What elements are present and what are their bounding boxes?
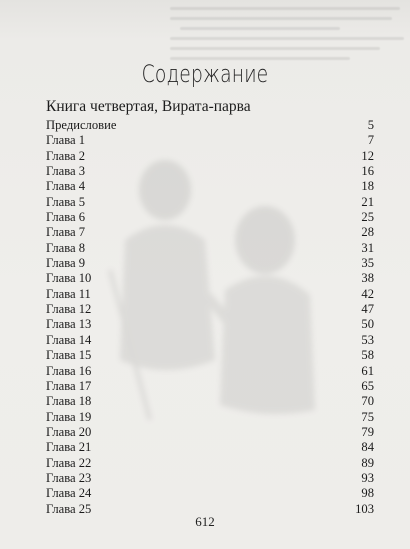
toc-entry-label: Глава 13 [46, 317, 92, 332]
toc-entry-page: 50 [361, 317, 374, 332]
toc-entry-page: 58 [361, 348, 374, 363]
toc-entry-page: 7 [367, 133, 374, 148]
toc-entry-page: 18 [361, 179, 374, 194]
toc-entry [46, 394, 374, 409]
toc-entry-label: Глава 8 [46, 240, 86, 255]
toc-entry [46, 164, 374, 179]
toc-entry-page: 21 [361, 194, 374, 209]
toc-entry [46, 317, 374, 332]
toc-entry [46, 364, 374, 379]
toc-entry-page: 103 [355, 501, 374, 516]
toc-entry [46, 195, 374, 210]
toc-entry-page: 42 [361, 286, 374, 301]
toc-entry [46, 225, 374, 240]
toc-entry-page: 35 [361, 256, 374, 271]
toc-entry-page: 84 [361, 440, 374, 455]
toc-entry [46, 256, 374, 271]
toc-entry-page: 53 [361, 332, 374, 347]
toc-entry-page: 12 [361, 148, 374, 163]
toc-entry-page: 65 [361, 378, 374, 393]
page-title: Содержание [141, 60, 269, 88]
toc-entry-page: 93 [361, 470, 374, 485]
toc-entry-label: Глава 12 [46, 302, 92, 317]
toc-entry [46, 149, 374, 164]
toc-entry-page: 47 [361, 302, 374, 317]
toc-entry [46, 241, 374, 256]
bleed-through-text [170, 0, 410, 68]
toc-entry-label: Глава 14 [46, 332, 92, 347]
toc-entry-label: Глава 5 [46, 194, 86, 209]
toc-entry-page: 70 [361, 394, 374, 409]
toc-entry-label: Глава 7 [46, 225, 86, 240]
toc-entry [46, 210, 374, 225]
bleed-line [170, 7, 400, 10]
book-title: Книга четвертая, Вирата-парва [46, 98, 251, 115]
toc-entry [46, 118, 374, 133]
toc-entry [46, 410, 374, 425]
toc-entry-label: Глава 17 [46, 378, 92, 393]
toc-entry-label: Глава 21 [46, 440, 92, 455]
toc-entry-label: Глава 16 [46, 363, 92, 378]
toc-entry [46, 179, 374, 194]
toc-entry-page: 31 [361, 240, 374, 255]
toc-entry-page: 28 [361, 225, 374, 240]
toc-entry-label: Глава 22 [46, 455, 92, 470]
toc-entry-page: 79 [361, 424, 374, 439]
toc-entry-label: Глава 19 [46, 409, 92, 424]
toc-entry-label: Глава 3 [46, 164, 86, 179]
toc-entry-page: 61 [361, 363, 374, 378]
toc-entry [46, 333, 374, 348]
toc-entry-label: Глава 1 [46, 133, 86, 148]
toc-entry-page: 5 [367, 118, 374, 132]
toc-entry-label: Глава 2 [46, 148, 86, 163]
bleed-line [170, 17, 392, 20]
bleed-line [170, 47, 380, 50]
toc-entry [46, 486, 374, 501]
toc-entry-label: Глава 18 [46, 394, 92, 409]
toc-entry [46, 271, 374, 286]
toc-entry [46, 440, 374, 455]
toc-entry-label: Глава 20 [46, 424, 92, 439]
toc-entry-label: Глава 25 [46, 501, 92, 516]
table-of-contents [46, 118, 374, 517]
bleed-line [170, 37, 404, 40]
toc-entry-label: Глава 23 [46, 470, 92, 485]
toc-entry [46, 425, 374, 440]
toc-entry [46, 133, 374, 148]
toc-entry-label: Глава 11 [46, 286, 91, 301]
toc-entry-label: Глава 10 [46, 271, 92, 286]
toc-entry-page: 38 [361, 271, 374, 286]
page-number: 612 [195, 514, 215, 529]
toc-entry-label: Предисловие [46, 118, 117, 132]
toc-entry-page: 16 [361, 164, 374, 179]
toc-entry-page: 89 [361, 455, 374, 470]
toc-entry-label: Глава 9 [46, 256, 86, 271]
toc-entry [46, 287, 374, 302]
toc-entry [46, 348, 374, 363]
toc-entry-label: Глава 4 [46, 179, 86, 194]
toc-entry [46, 456, 374, 471]
toc-entry-label: Глава 24 [46, 486, 92, 501]
toc-entry-page: 98 [361, 486, 374, 501]
toc-entry [46, 471, 374, 486]
toc-entry [46, 379, 374, 394]
toc-entry [46, 302, 374, 317]
toc-entry-label: Глава 15 [46, 348, 92, 363]
toc-entry-page: 75 [361, 409, 374, 424]
toc-entry-page: 25 [361, 210, 374, 225]
toc-entry-label: Глава 6 [46, 210, 86, 225]
bleed-line [180, 27, 340, 30]
